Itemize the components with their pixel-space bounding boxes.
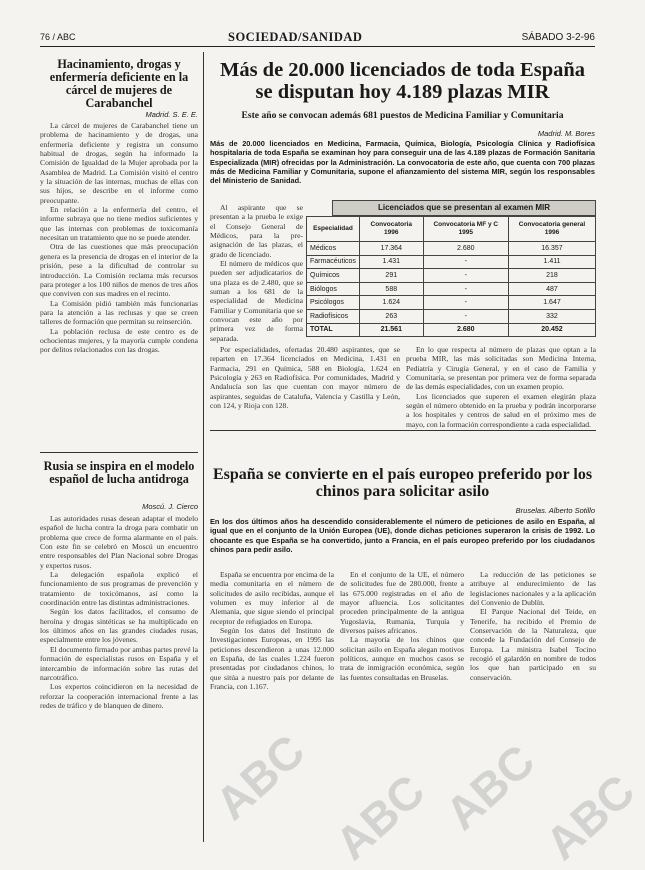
section-title: SOCIEDAD/SANIDAD [228,30,363,44]
table-row [307,255,596,269]
column-header: Convocatoria MF y C 1995 [423,217,508,242]
page-number: 76 / ABC [40,32,76,42]
table-cell: 1.411 [508,255,595,269]
paragraph: La delegación española explicó el funcionamiento de sus programas de prevención y tratamiento de toxicómanos, así como la coordinación entre las distintas administraciones. [40,570,198,608]
paragraph: En relación a la enfermería del centro, el informe subraya que no tiene medios suficientes y que las internas con problemas de toxicomanía necesitan un tratamiento que no se puede atender. [40,205,198,243]
table-cell: 21.561 [359,323,423,337]
paragraph: Según los datos del Instituto de Investigaciones Europeas, en 1995 las peticiones descendieron a unas 12.000 en España, de las cuales 1.224 fueron presentadas por ciudadanos chinos, lo que sitúa a nuestro país por delante de Francia, con 1.167. [210,626,334,692]
column-header: Convocatoria general 1996 [508,217,595,242]
article-mir-column-3 [406,345,596,429]
paragraph: En el conjunto de la UE, el número de solicitudes fue de 280.000, frente a las 675.000 registradas en el año de mayor afluencia. Los solicitantes proceden principalmente de la antigua Yugoslavia, Rumania, Turquía y diversos países africanos. [340,570,464,636]
paragraph: La cárcel de mujeres de Carabanchel tiene un problema de hacinamiento y de drogas, una enfermería deficiente y registra un consumo habitual de drogas, según ha informado la Comisión de Igualdad de la Mujer aprobada por la Asamblea de Madrid. La Comisión visitó el centro y la situación de las internas, muchas de ellas con sus hijos, se describe en el informe como preocupante. [40,121,198,205]
table-cell: - [423,296,508,310]
article-rusia-title: Rusia se inspira en el modelo español de lucha antidroga [43,459,195,487]
watermark-logo: ABC [325,764,435,870]
table-cell: Químicos [307,269,360,283]
watermark-logo: ABC [435,734,545,840]
article-rusia-body [40,514,198,839]
table-cell: 2.680 [423,242,508,256]
paragraph: La mayoría de los chinos que solicitan asilo en España alegan motivos políticos, aunque en muchos casos se trata de inmigración económica, según las fuentes consultadas en Bruselas. [340,635,464,682]
table-cell: Radiofísicos [307,309,360,323]
paragraph: Los licenciados que superen el examen elegirán plaza según el número obtenido en la prueba y podrán incorporarse a los hospitales y centros de salud en el próximo mes de mayo, con la formación correspondiente a cada especialidad. [406,391,596,429]
article-mir-column-1 [210,203,303,341]
article-mir-column-2 [210,345,400,423]
article-asilo-title: España se convierte en el país europeo preferido por los chinos para solicitar asilo [212,466,593,501]
table-cell: 20.452 [508,323,595,337]
table-cell: Médicos [307,242,360,256]
article-mir-subtitle: Este año se convocan además 681 puestos de Medicina Familiar y Comunitaria [241,110,564,121]
article-asilo-lead: En los dos últimos años ha descendido considerablemente el número de peticiones de asilo en España, al igual que en el conjunto de la Unión Europea (UE), donde dichas peticiones superaron la crisis de 1992. Lo chocante es que España se ha convertido, junto a Francia, en el país europeo preferido por los ciudadanos chinos para pedir asilo. [210,517,595,554]
table-cell: Psicólogos [307,296,360,310]
paragraph: España se encuentra por encima de la media comunitaria en el número de solicitudes de asilo recibidas, aunque el volumen es muy inferior al de Alemania, que sigue siendo el principal receptor de refugiados en Europa. [210,570,334,626]
article-divider [210,430,596,431]
table-row [307,242,596,256]
paragraph: El documento firmado por ambas partes prevé la formación de especialistas rusos en España y el intercambio de información sobre las rutas del narcotráfico. [40,644,198,682]
article-mir-lead: Más de 20.000 licenciados en Medicina, Farmacia, Química, Biología, Psicología Clínica y Radiofísica hospitalaria de toda España se examinan hoy para conseguir una de las 4.189 plazas de Formación Sanitaria Especializada (MIR) ofrecidas por la Administración. La convocatoria de este año, que cuenta con 700 plazas más de Medicina Familiar y Comunitaria, supone el afianzamiento del sistema MIR, según los responsables del Ministerio de Sanidad. [210,139,595,186]
paragraph: Las autoridades rusas desean adaptar el modelo español de lucha contra la droga para combatir un problema que crece de forma alarmante en el país. Con este fin se celebró en Moscú un encuentro entre responsables del Plan Nacional sobre Drogas y expertos rusos. [40,514,198,570]
table-cell: 588 [359,282,423,296]
paragraph: Al aspirante que se presentan a la prueba le exige el Consejo General de Médicos, para la pre-asignación de las plazas, el grado de licenciado. [210,203,303,259]
table-cell: 16.357 [508,242,595,256]
article-carabanchel-title: Hacinamiento, drogas y enfermería deficiente en la cárcel de mujeres de Carabanchel [49,57,189,111]
table-cell: - [423,269,508,283]
table-cell: 1.647 [508,296,595,310]
table-cell: 487 [508,282,595,296]
table-total-row [307,323,596,337]
table-cell: 291 [359,269,423,283]
table-cell: - [423,255,508,269]
article-rusia-byline: Moscú. J. Cierco [142,502,198,511]
paragraph: La población reclusa de este centro es de ochocientas mujeres, y la mayoría cumple condena por delitos relacionados con las drogas. [40,326,198,355]
paragraph: Los expertos coincidieron en la necesidad de reforzar la cooperación internacional frente a las redes de tráfico y de blanqueo de dinero. [40,682,198,710]
paragraph: Según los datos facilitados, el consumo de heroína y drogas sintéticas se ha multiplicado en los últimos años en las grandes ciudades rusas, especialmente entre los jóvenes. [40,607,198,645]
table-cell: 17.364 [359,242,423,256]
mir-table-box [306,200,596,337]
paragraph: La reducción de las peticiones se atribuye al endurecimiento de las legislaciones nacionales y a la aplicación del Convenio de Dublín. [470,570,596,608]
mir-table-title: Licenciados que se presentan al examen MIR [332,200,596,216]
table-row [307,296,596,310]
paragraph: En lo que respecta al número de plazas que optan a la prueba MIR, las más solicitadas son Medicina Interna, Pediatría y Cirugía General, y en el caso de Familia y Comunitaria, se presentan por primera vez de forma separada de las demás especialidades, con un examen propio. [406,345,596,392]
table-cell: 1.431 [359,255,423,269]
table-cell: 332 [508,309,595,323]
page-header [40,30,595,47]
table-cell: 1.624 [359,296,423,310]
column-rule [203,52,204,842]
paragraph: Por especialidades, ofertadas 20.480 aspirantes, que se reparten en 17.364 licenciados en Medicina, 1.431 en Farmacia, 291 en Química, 588 en Biología, 1.624 en Psicología y 263 en Radiofísica. Por comunidades, Madrid y Andalucía son las que cuentan con mayor número de aspirantes, seguidas de Cataluña, Valencia y Castilla y León, con 124, y Rioja con 128. [210,345,400,411]
watermark-logo: ABC [205,724,315,830]
column-header: Especialidad [307,217,360,242]
table-cell: Biólogos [307,282,360,296]
page-date: SÁBADO 3-2-96 [521,32,595,43]
table-cell: Farmacéuticos [307,255,360,269]
paragraph: Otra de las cuestiones que más preocupación genera es la presencia de drogas en el interior de la prisión, pese a la dificultad de controlar su introducción. La Comisión reclama más recursos para proteger a los 100 niños de menos de tres años que conviven con sus madres en el recinto. [40,242,198,299]
article-mir-title: Más de 20.000 licenciados de toda España se disputan hoy 4.189 plazas MIR [219,59,586,103]
article-divider [40,452,198,453]
table-row [307,269,596,283]
table-header-row [307,217,596,242]
article-asilo-byline: Bruselas. Alberto Sotillo [515,506,595,515]
paragraph: El número de médicos que pueden ser adjudicatarios de una plaza es de 2.480, que se suman a los 681 de la especialidad de Medicina Familiar y Comunitaria que se convocan este año por primera vez de forma separada. [210,259,303,343]
table-cell: - [423,309,508,323]
table-row [307,309,596,323]
table-row [307,282,596,296]
table-cell: 263 [359,309,423,323]
paragraph: La Comisión pidió también más funcionarias para la atención a las reclusas y que se creen talleres de formación que permitan su reinserción. [40,298,198,327]
column-header: Convocatoria 1996 [359,217,423,242]
table-cell: 2.680 [423,323,508,337]
table-cell: TOTAL [307,323,360,337]
mir-table [306,216,596,337]
table-cell: 218 [508,269,595,283]
article-carabanchel-body [40,121,198,446]
article-carabanchel-byline: Madrid. S. E. E. [145,110,198,119]
article-mir-byline: Madrid. M. Bores [537,129,595,138]
watermark-logo: ABC [535,764,645,870]
table-cell: - [423,282,508,296]
paragraph: El Parque Nacional del Teide, en Tenerife, ha recibido el Premio de Conservación de la Naturaleza, que concede la Fundación del Consejo de Europa. La ministra Isabel Tocino recogió el galardón en nombre de todos los que han participado en su conservación. [470,607,596,682]
